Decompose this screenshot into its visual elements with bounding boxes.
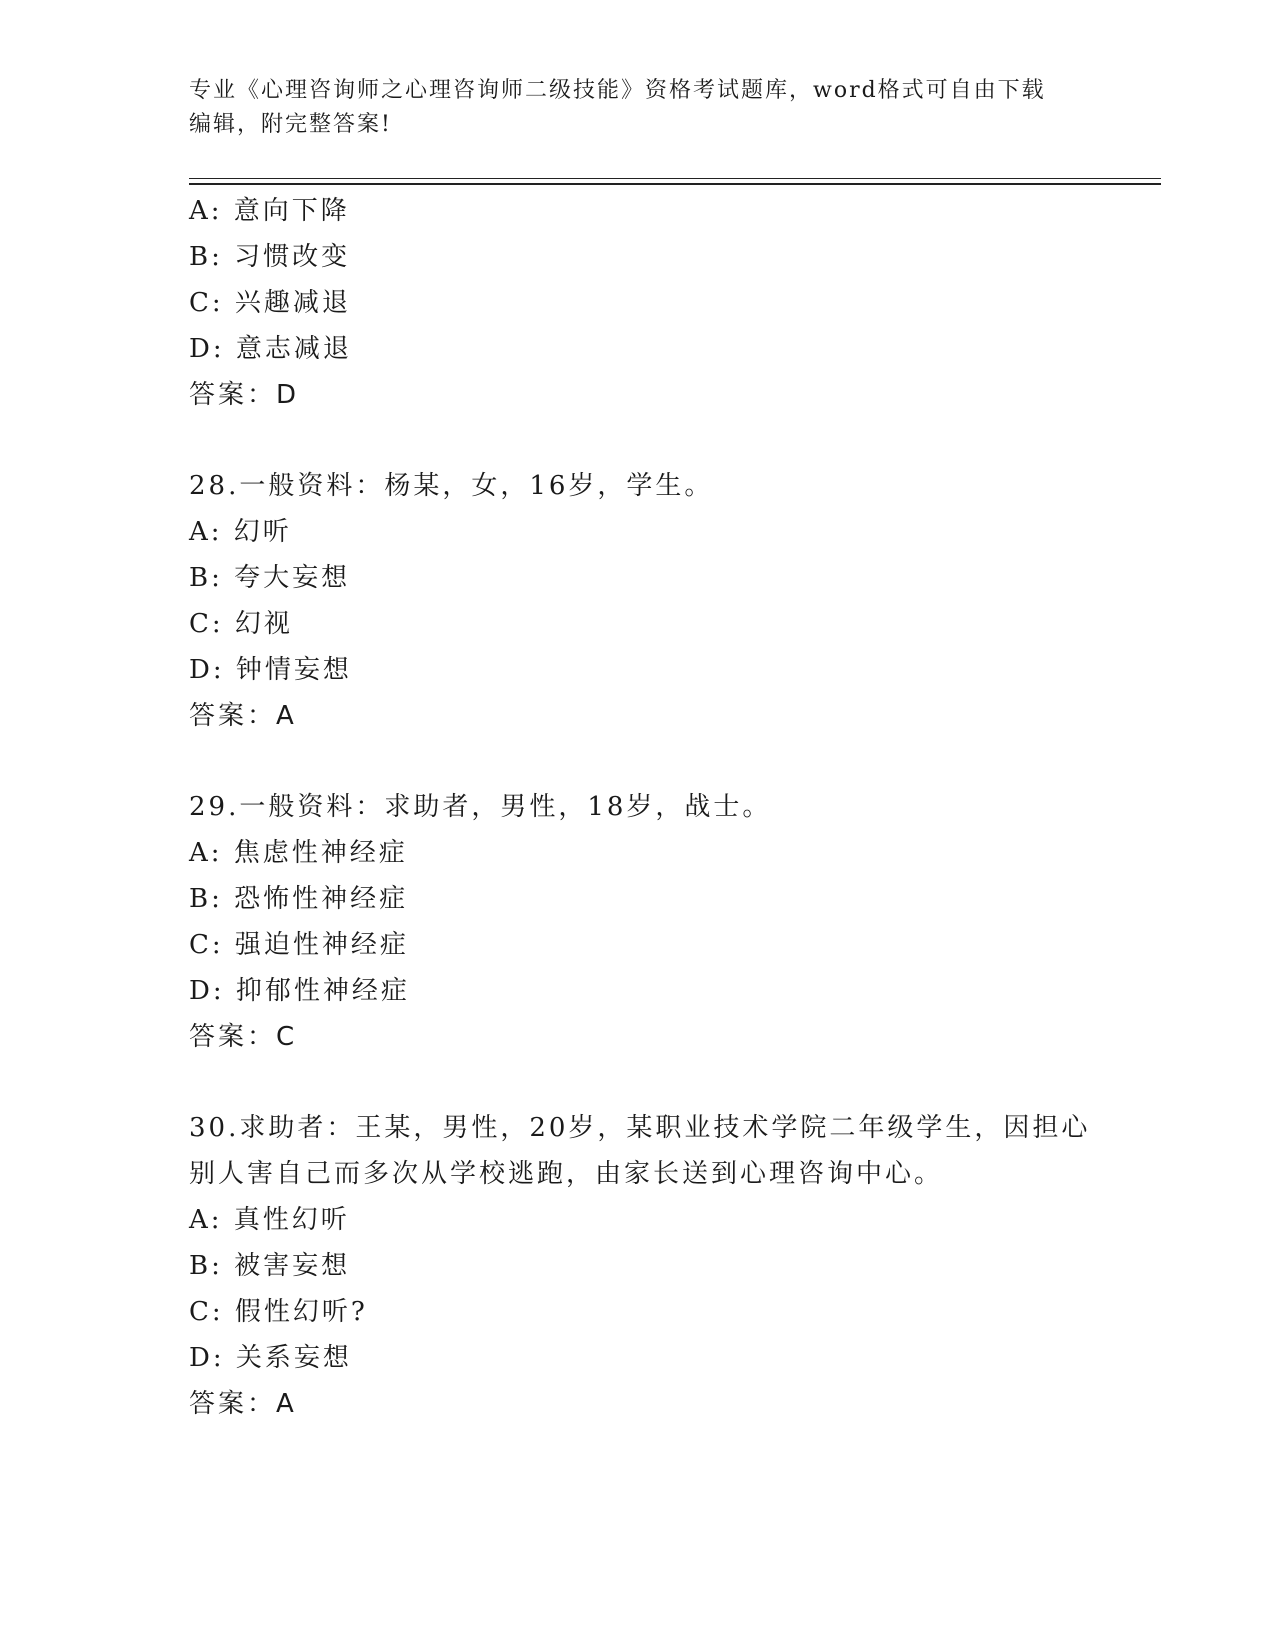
question-stem: 28.一般资料：杨某，女，16岁，学生。 [189, 471, 714, 501]
spacer [189, 418, 1149, 463]
answer-line: 答案：A [189, 1389, 297, 1419]
document-header [189, 74, 1089, 142]
spacer [189, 1060, 1149, 1105]
option-c: C: 兴趣减退 [189, 288, 351, 318]
question-stem: 29.一般资料：求助者，男性，18岁，战士。 [189, 792, 772, 822]
option-b: B: 夸大妄想 [189, 563, 351, 593]
header-divider-thin [189, 178, 1161, 179]
option-b: B: 恐怖性神经症 [189, 884, 409, 914]
question-list [189, 188, 1149, 1427]
option-a: A: 真性幻听 [189, 1205, 350, 1235]
question-block-30 [189, 1105, 1149, 1427]
header-line-2: 编辑，附完整答案! [189, 112, 392, 137]
question-block-29 [189, 784, 1149, 1060]
option-c: C: 假性幻听? [189, 1297, 368, 1327]
option-c: C: 幻视 [189, 609, 293, 639]
option-a: A: 意向下降 [189, 196, 350, 226]
option-b: B: 被害妄想 [189, 1251, 351, 1281]
option-a: A: 幻听 [189, 517, 292, 547]
option-b: B: 习惯改变 [189, 242, 351, 272]
option-a: A: 焦虑性神经症 [189, 838, 408, 868]
question-block-28 [189, 463, 1149, 739]
answer-line: 答案：D [189, 380, 300, 410]
question-block-27 [189, 188, 1149, 418]
option-d: D: 抑郁性神经症 [189, 976, 410, 1006]
option-c: C: 强迫性神经症 [189, 930, 409, 960]
answer-line: 答案：A [189, 701, 297, 731]
option-d: D: 关系妄想 [189, 1343, 352, 1373]
question-stem-line-2: 别人害自己而多次从学校逃跑，由家长送到心理咨询中心。 [189, 1159, 944, 1189]
header-line-1: 专业《心理咨询师之心理咨询师二级技能》资格考试题库，word格式可自由下载 [189, 78, 1046, 103]
option-d: D: 钟情妄想 [189, 655, 352, 685]
question-stem-line-1: 30.求助者：王某，男性，20岁，某职业技术学院二年级学生，因担心 [189, 1113, 1091, 1143]
answer-line: 答案：C [189, 1022, 298, 1052]
spacer [189, 739, 1149, 784]
header-divider-thick [189, 183, 1161, 185]
option-d: D: 意志减退 [189, 334, 352, 364]
